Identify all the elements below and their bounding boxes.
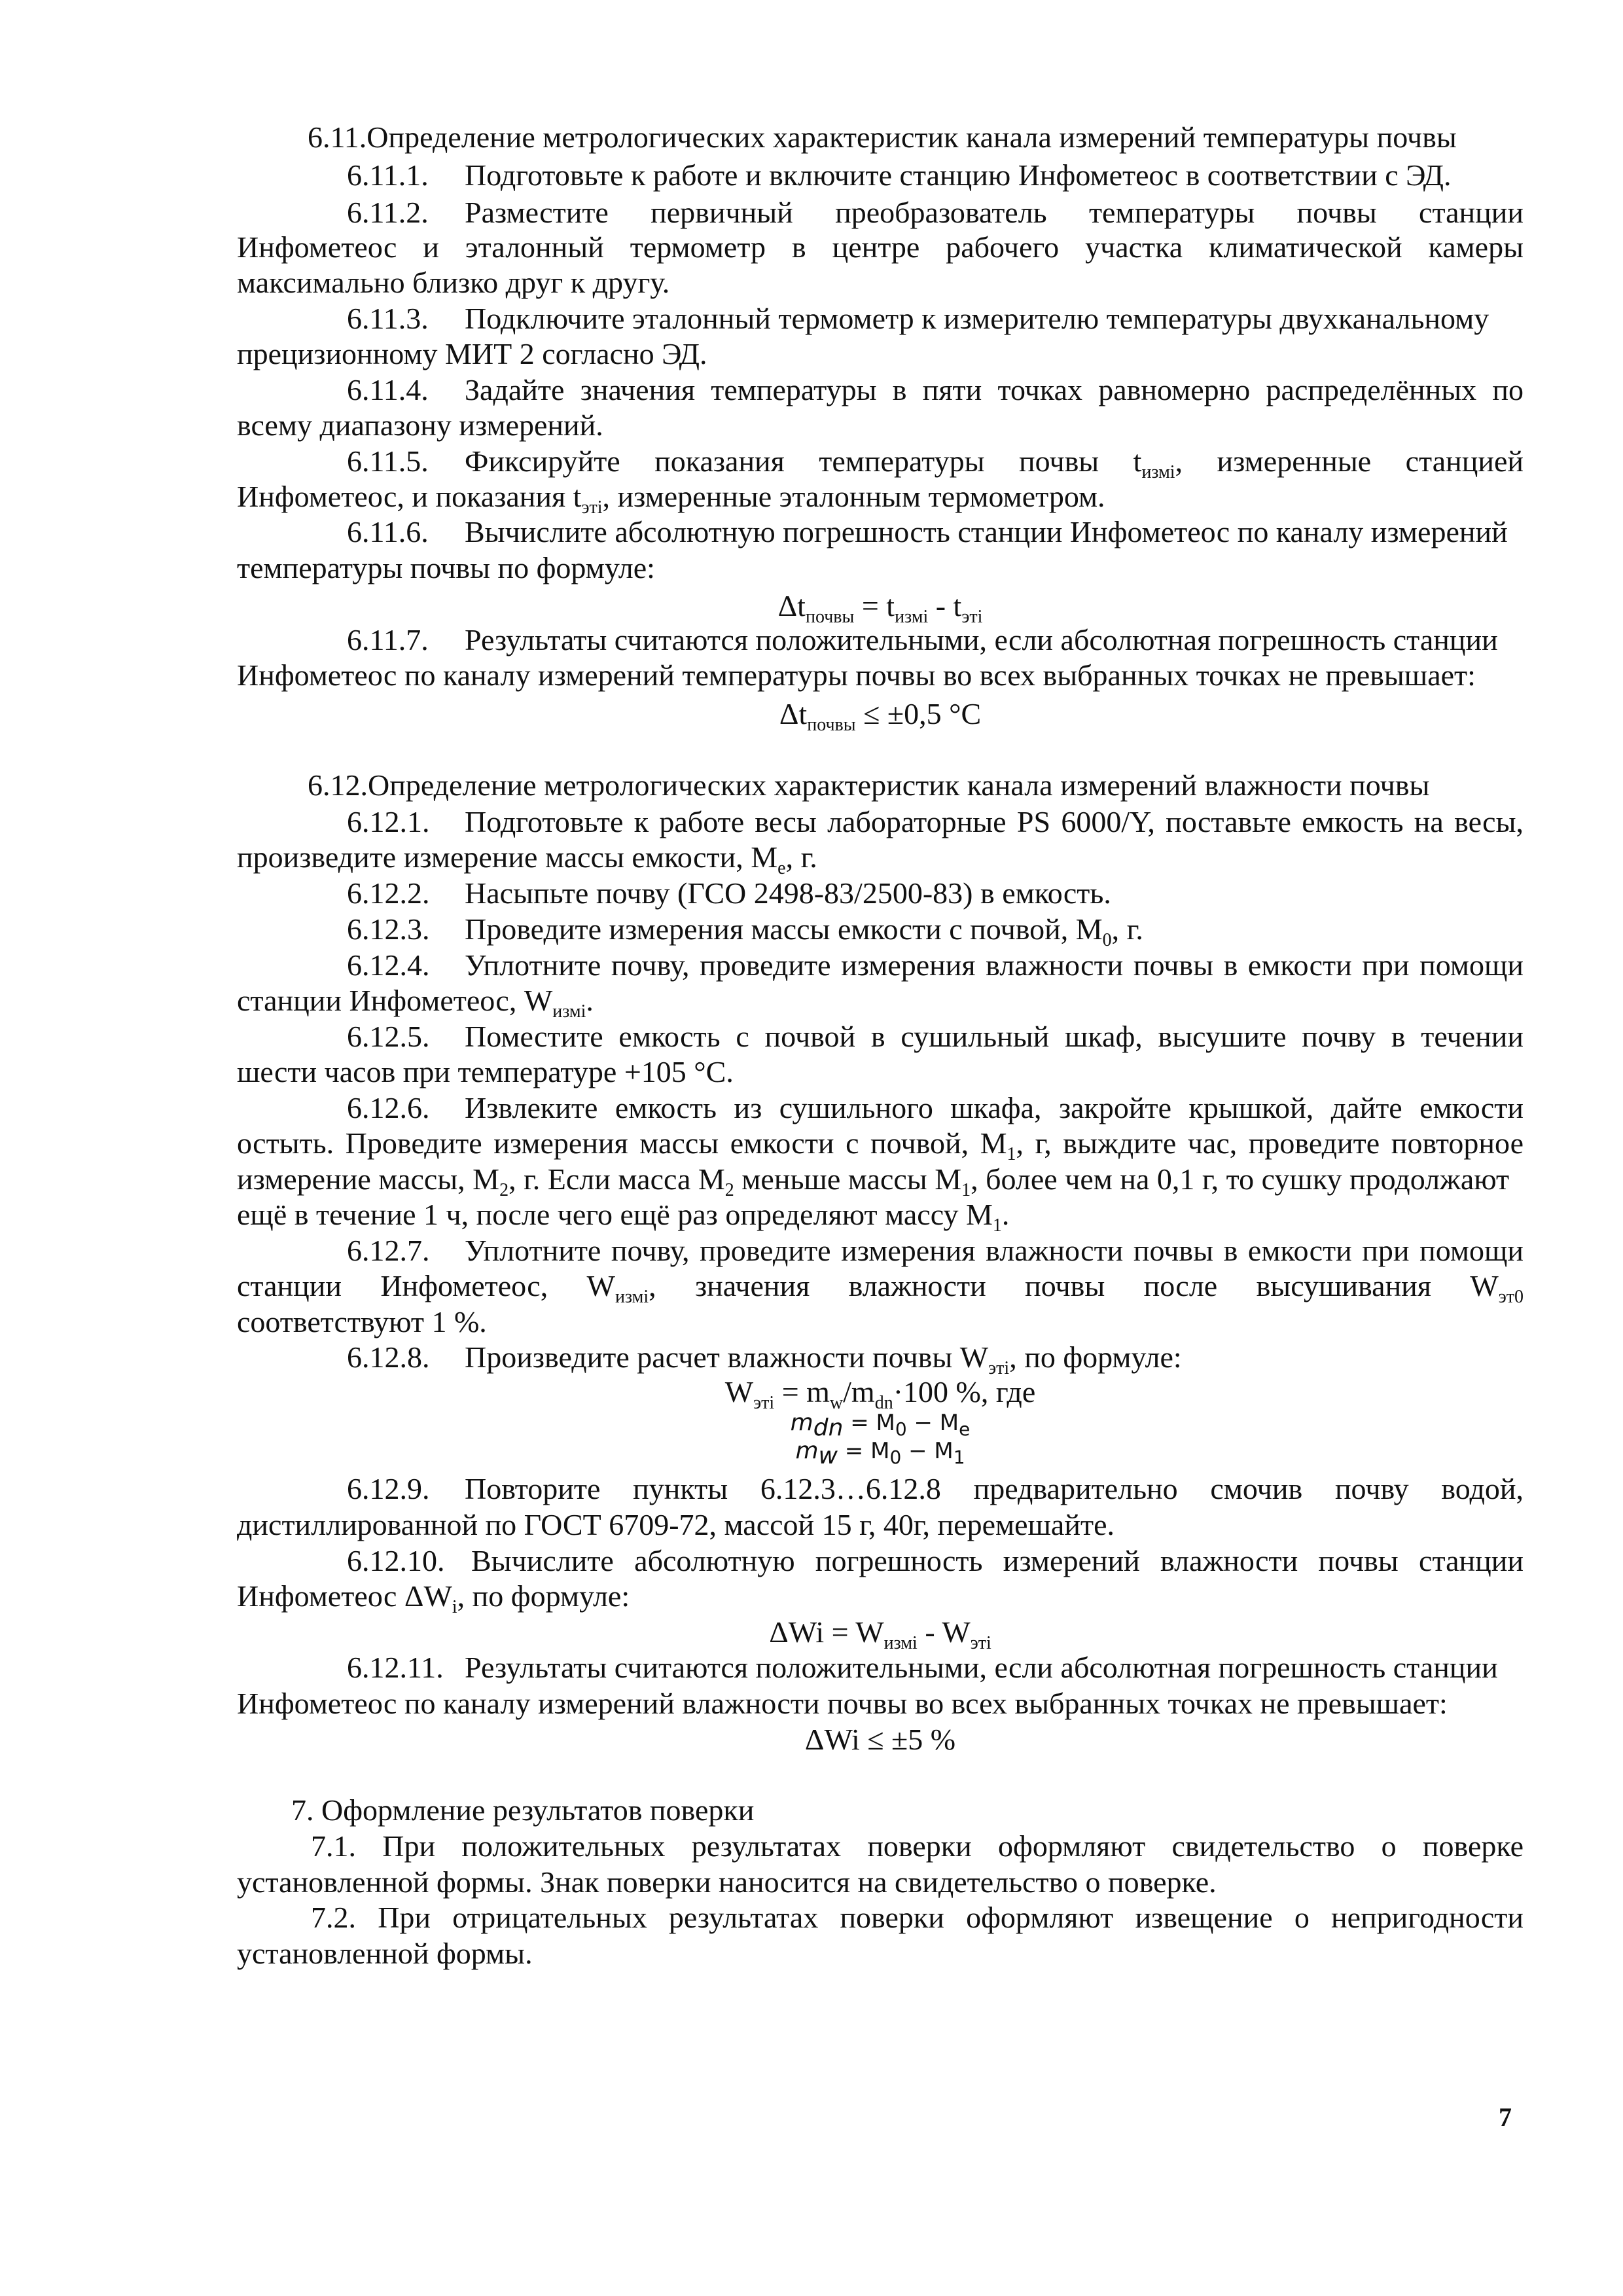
para-text: Произведите расчет влажности почвы W [465, 1340, 989, 1374]
formula-part: = M [837, 1438, 890, 1464]
subscript: dn [874, 1393, 893, 1414]
para-text: остыть. Проведите измерения массы емкости с почвой, M [237, 1126, 1007, 1160]
para-text: Инфометеос, и показания t [237, 480, 582, 513]
subscript: i [452, 1597, 457, 1618]
para-6-11-7 [347, 622, 1524, 658]
para-number: 6.12.10. [347, 1544, 445, 1577]
para-6-12-6-line3 [237, 1161, 1524, 1201]
word: влажности [848, 1269, 986, 1302]
para-text: Задайте значения температуры в пяти точках равномерно распределённых по [465, 373, 1524, 406]
formula-part: m [795, 1437, 819, 1464]
para-number: 6.12.11. [347, 1651, 444, 1684]
word [586, 1268, 656, 1308]
para-7-2: 7.2. При отрицательных результатах поверки оформляют извещение о непригодности [311, 1901, 1524, 1934]
formula-m-w [237, 1435, 1524, 1467]
formula-part: − M [901, 1438, 954, 1464]
word: после [1143, 1269, 1218, 1302]
para-text: W [1470, 1269, 1499, 1302]
para-text: Насыпьте почву (ГСО 2498-83/2500-83) в емкость. [465, 876, 1111, 910]
formula-part: - W [917, 1615, 971, 1649]
section-6-12-title: 6.12.Определение метрологических характеристик канала измерений влажности почвы [308, 768, 1430, 802]
para-text: W [586, 1269, 615, 1302]
formula-part: = t [854, 589, 895, 622]
para-text: ещё в течение 1 ч, после чего ещё раз определяют массу M [237, 1198, 993, 1231]
para-text: , г. [785, 840, 817, 874]
para-6-12-9 [347, 1471, 1524, 1507]
word: Инфометеос, [380, 1269, 548, 1302]
para-text: Фиксируйте показания температуры почвы t [465, 444, 1142, 478]
para-number: 6.12.8. [347, 1340, 430, 1374]
formula-part: = M [843, 1410, 895, 1436]
para-6-12-6 [347, 1090, 1524, 1126]
para-6-12-11 [347, 1649, 1524, 1686]
para-6-12-2 [347, 875, 1524, 912]
para-6-11-3 [347, 300, 1524, 337]
word: станции [237, 1269, 342, 1302]
para-number: 6.11.1. [347, 158, 429, 192]
para-text: Результаты считаются положительными, если абсолютная погрешность станции [465, 1651, 1498, 1684]
para-number: 6.12.1. [347, 805, 430, 838]
para-text: Извлеките емкость из сушильного шкафа, закройте крышкой, дайте емкости [465, 1091, 1524, 1124]
word: высушивания [1256, 1269, 1431, 1302]
para-6-11-4-line2: всему диапазону измерений. [237, 408, 603, 442]
formula-part: Δt [777, 589, 806, 622]
para-text: меньше массы M [734, 1162, 962, 1196]
formula-m-dn [237, 1407, 1524, 1439]
para-number: 6.12.6. [347, 1091, 430, 1124]
subscript: почвы [805, 607, 855, 628]
para-6-12-6-line2 [237, 1125, 1524, 1165]
formula-delta-t-limit [237, 696, 1524, 736]
formula-w-eti [237, 1374, 1524, 1414]
subscript: 1 [961, 1180, 971, 1201]
formula-part: − M [906, 1410, 959, 1436]
para-6-12-8 [347, 1339, 1524, 1379]
formula-delta-t [237, 588, 1524, 628]
subscript: эт0 [1498, 1287, 1524, 1308]
subscript: эті [753, 1393, 775, 1414]
subscript: 0 [895, 1418, 907, 1440]
para-6-12-7 [347, 1232, 1524, 1269]
subscript: эті [961, 607, 983, 628]
subscript: эті [581, 497, 603, 518]
formula-part: - t [928, 589, 962, 622]
subscript: измi [883, 1633, 918, 1654]
formula-part: W [724, 1375, 754, 1408]
para-6-12-5-line2: шести часов при температуре +105 °C. [237, 1055, 734, 1088]
para-text: Результаты считаются положительными, если абсолютная погрешность станции [465, 623, 1498, 656]
para-6-11-7-line2: Инфометеос по каналу измерений температуры почвы во всех выбранных точках не превышает: [237, 658, 1476, 692]
para-number: 6.12.9. [347, 1472, 430, 1505]
para-6-12-7-line2 [237, 1268, 1524, 1308]
subscript: эті [970, 1633, 991, 1654]
para-6-11-5-line2 [237, 478, 1524, 518]
para-text: произведите измерение массы емкости, M [237, 840, 778, 874]
para-number: 6.12.7. [347, 1234, 430, 1267]
para-text: , [649, 1269, 656, 1302]
para-text: , измеренные эталонным термометром. [602, 480, 1105, 513]
subscript: измi [615, 1287, 649, 1308]
para-6-12-3 [347, 911, 1524, 951]
para-6-11-4 [347, 372, 1524, 408]
formula-part: m [790, 1409, 813, 1436]
para-6-12-5 [347, 1018, 1524, 1055]
subscript: 1 [1007, 1144, 1016, 1165]
para-6-12-10-line2 [237, 1578, 1524, 1618]
subscript: 0 [889, 1446, 902, 1468]
subscript: 2 [724, 1180, 734, 1201]
subscript: измi [1141, 462, 1175, 483]
para-text: станции Инфометеос, W [237, 984, 553, 1017]
word [1470, 1268, 1524, 1308]
para-6-12-1-line2 [237, 839, 1524, 879]
para-6-11-2-line3: максимально близко друг к другу. [237, 266, 670, 299]
para-text: , г. [1111, 912, 1143, 946]
para-text: Подготовьте к работе весы лабораторные PS 6000/Y, поставьте емкость на весы, [465, 805, 1524, 838]
subscript: 0 [1102, 930, 1112, 951]
para-text: Разместите первичный преобразователь температуры почвы станции [465, 196, 1524, 229]
para-6-11-1 [347, 157, 1524, 194]
para-text: Вычислите абсолютную погрешность станции Инфометеос по каналу измерений [465, 515, 1508, 548]
para-text: , по формуле: [1009, 1340, 1182, 1374]
subscript: e [777, 858, 786, 879]
para-6-11-6-line2: температуры почвы по формуле: [237, 551, 655, 584]
para-text: Инфометеос ΔW [237, 1579, 452, 1613]
word: почвы [1025, 1269, 1105, 1302]
para-number: 6.11.2. [347, 196, 429, 229]
para-6-11-2 [347, 194, 1524, 231]
para-6-12-10 [347, 1543, 1524, 1579]
subscript: 1 [992, 1215, 1002, 1236]
para-number: 6.12.4. [347, 948, 430, 982]
para-text: , г, выждите час, проведите повторное [1016, 1126, 1524, 1160]
word: значения [694, 1269, 810, 1302]
para-6-12-4-line2 [237, 982, 1524, 1022]
para-number: 6.12.2. [347, 876, 430, 910]
formula-delta-w-limit: ΔWi ≤ ±5 % [804, 1723, 956, 1756]
para-number: 6.12.3. [347, 912, 430, 946]
subscript: измi [552, 1001, 586, 1022]
subscript: 1 [953, 1446, 965, 1468]
para-number: 6.11.7. [347, 623, 429, 656]
formula-part: Δt [779, 697, 808, 730]
para-text: . [1001, 1198, 1010, 1231]
formula-part: ·100 %, где [893, 1375, 1036, 1408]
para-text: измерение массы, M [237, 1162, 500, 1196]
para-6-11-6 [347, 514, 1524, 550]
para-text: Уплотните почву, проведите измерения влажности почвы в емкости при помощи [465, 948, 1524, 982]
para-7-1: 7.1. При положительных результатах поверки оформляют свидетельство о поверке [311, 1829, 1524, 1863]
formula-part: = m [774, 1375, 830, 1408]
section-6-11-title: 6.11.Определение метрологических характеристик канала измерений температуры почвы [308, 120, 1457, 154]
subscript: e [959, 1418, 971, 1440]
subscript: dn [813, 1414, 844, 1441]
para-text: . [586, 984, 594, 1017]
para-6-12-1 [347, 804, 1524, 840]
para-text: Поместите емкость с почвой в сушильный шкаф, высушите почву в течении [465, 1020, 1524, 1053]
para-6-12-7-line3: соответствуют 1 %. [237, 1305, 487, 1338]
para-text: Вычислите абсолютную погрешность измерений влажности почвы станции [471, 1544, 1524, 1577]
formula-part: ≤ ±0,5 °C [855, 697, 982, 730]
para-text: Повторите пункты 6.12.3…6.12.8 предварительно смочив почву водой, [465, 1472, 1524, 1505]
para-6-12-9-line2: дистиллированной по ГОСТ 6709-72, массой 15 г, 40г, перемешайте. [237, 1508, 1115, 1541]
para-6-12-11-line2: Инфометеос по каналу измерений влажности почвы во всех выбранных точках не превышает: [237, 1687, 1448, 1720]
para-number: 6.11.5. [347, 444, 429, 478]
para-6-11-5 [347, 443, 1524, 483]
para-text: , г. Если масса M [508, 1162, 725, 1196]
subscript: 2 [499, 1180, 509, 1201]
para-6-11-3-line2: прецизионному МИТ 2 согласно ЭД. [237, 337, 707, 370]
para-text: Подготовьте к работе и включите станцию Инфометеос в соответствии с ЭД. [465, 158, 1452, 192]
para-number: 6.11.3. [347, 302, 429, 335]
para-number: 6.11.4. [347, 373, 429, 406]
para-7-1-line2: установленной формы. Знак поверки наносится на свидетельство о поверке. [237, 1865, 1217, 1899]
para-text: Подключите эталонный термометр к измерителю температуры двухканальному [465, 302, 1489, 335]
para-6-11-2-line2: Инфометеос и эталонный термометр в центре рабочего участка климатической камеры [237, 230, 1524, 264]
subscript: эті [988, 1358, 1010, 1379]
para-number: 6.12.5. [347, 1020, 430, 1053]
formula-part: ΔWi = W [769, 1615, 884, 1649]
subscript: измi [895, 607, 929, 628]
para-text: Уплотните почву, проведите измерения влажности почвы в емкости при помощи [465, 1234, 1524, 1267]
para-6-12-6-line4 [237, 1196, 1524, 1236]
para-text: , измеренные станцией [1175, 444, 1524, 478]
subscript: w [829, 1393, 844, 1414]
page-number: 7 [1499, 2102, 1512, 2132]
para-number: 6.11.6. [347, 515, 429, 548]
formula-part: /m [843, 1375, 875, 1408]
formula-delta-w [237, 1614, 1524, 1654]
subscript: почвы [807, 715, 856, 736]
subscript: w [818, 1442, 838, 1469]
para-text: , более чем на 0,1 г, то сушку продолжают [971, 1162, 1510, 1196]
para-6-12-4 [347, 947, 1524, 984]
para-7-2-line2: установленной формы. [237, 1937, 533, 1970]
section-7-title: 7. Оформление результатов поверки [291, 1793, 755, 1827]
para-text: Проведите измерения массы емкости с почвой, M [465, 912, 1103, 946]
para-text: , по формуле: [457, 1579, 630, 1613]
